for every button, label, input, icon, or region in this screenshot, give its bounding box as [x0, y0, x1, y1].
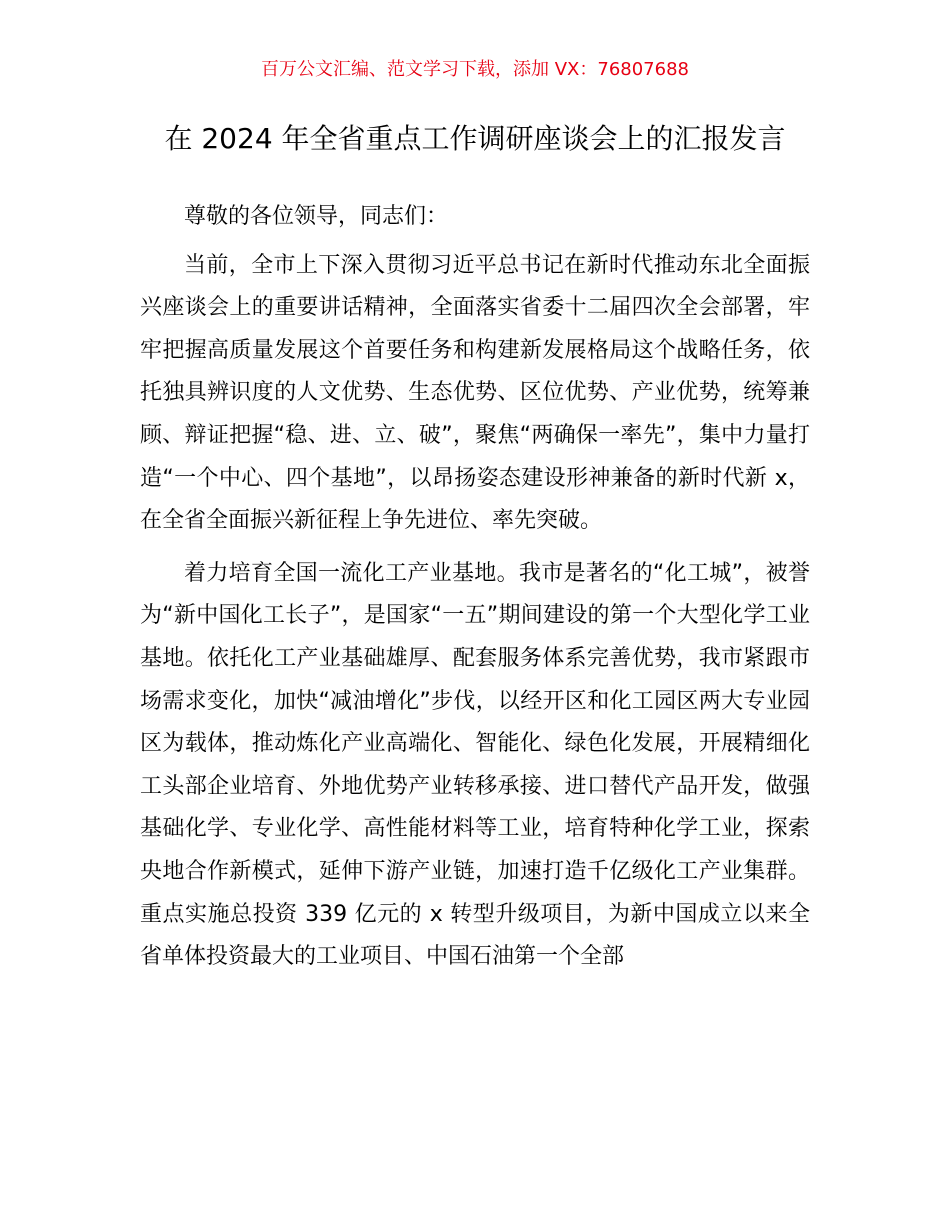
document-title: 在 2024 年全省重点工作调研座谈会上的汇报发言	[164, 122, 786, 155]
document-body	[140, 196, 810, 989]
paragraph-intro: 当前，全市上下深入贯彻习近平总书记在新时代推动东北全面振兴座谈会上的重要讲话精神，全面落实省委十二届四次全会部署，牢牢把握高质量发展这个首要任务和构建新发展格局这个战略任务，依托独具辨识度的人文优势、生态优势、区位优势、产业优势，统筹兼顾、辩证把握“稳、进、立、破”，聚焦“两确保一率先”，集中力量打造“一个中心、四个基地”，以昂扬姿态建设形神兼备的新时代新 x，在全省全面振兴新征程上争先进位、率先突破。	[140, 252, 810, 534]
paragraph-chemical-base: 着力培育全国一流化工产业基地。我市是著名的“化工城”，被誉为“新中国化工长子”，是国家“一五”期间建设的第一个大型化学工业基地。依托化工产业基础雄厚、配套服务体系完善优势，我市紧跟市场需求变化，加快“减油增化”步伐，以经开区和化工园区两大专业园区为载体，推动炼化产业高端化、智能化、绿色化发展，开展精细化工头部企业培育、外地优势产业转移承接、进口替代产品开发，做强基础化学、专业化学、高性能材料等工业，培育特种化学工业，探索央地合作新模式，延伸下游产业链，加速打造千亿级化工产业集群。重点实施总投资 339 亿元的 x 转型升级项目，为新中国成立以来全省单体投资最大的工业项目、中国石油第一个全部	[140, 560, 810, 970]
salutation: 尊敬的各位领导，同志们：	[184, 204, 449, 229]
header-note: 百万公文汇编、范文学习下载，添加 VX：76807688	[261, 59, 689, 80]
